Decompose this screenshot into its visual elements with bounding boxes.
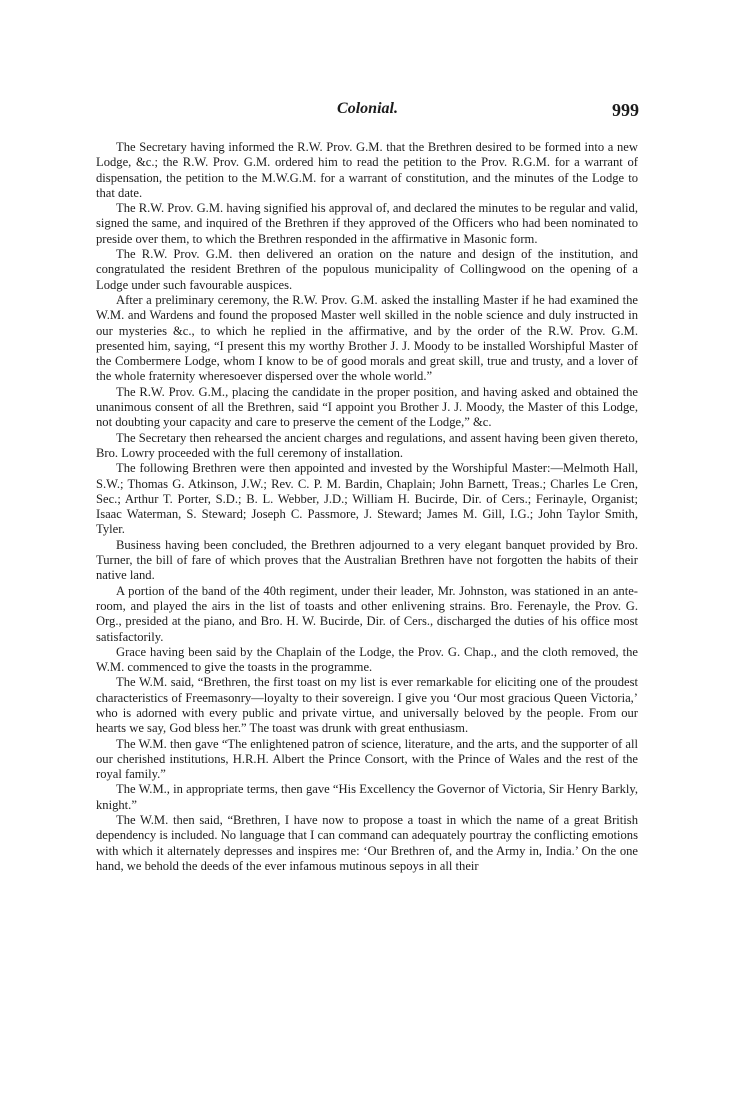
paragraph: A portion of the band of the 40th regiment, under their leader, Mr. Johnston, was stationed in an ante-room, and played the airs in the list of toasts and other enlivening strains. Bro. Ferenayle, the Prov. G. Org., presided at the piano, and Bro. H. W. Bucirde, Dir. of Cers., discharged the duties of his office most satisfactorily. [96,583,638,644]
paragraph: After a preliminary ceremony, the R.W. Prov. G.M. asked the installing Master if he had examined the W.M. and Wardens and found the proposed Master well skilled in the noble science and duly instructed in our mysteries &c., to which he replied in the affirmative, and by the order of the R.W. Prov. G.M. presented him, saying, “I present this my worthy Brother J. J. Moody to be installed Worshipful Master of the Combermere Lodge, whom I know to be of good morals and great skill, true and trusty, and a lover of the whole fraternity wheresoever dispersed over the whole world.” [96,292,638,384]
paragraph: The following Brethren were then appointed and invested by the Worshipful Master:—Melmoth Hall, S.W.; Thomas G. Atkinson, J.W.; Rev. C. P. M. Bardin, Chaplain; John Barnett, Treas.; Charles Le Cren, Sec.; Arthur T. Porter, S.D.; B. L. Webber, J.D.; William H. Bucirde, Dir. of Cers.; Ferinayle, Organist; Isaac Waterman, S. Steward; Joseph C. Passmore, J. Steward; James M. Gill, I.G.; John Taylor Smith, Tyler. [96,461,638,537]
page-header [0,100,735,124]
paragraph: The R.W. Prov. G.M. having signified his approval of, and declared the minutes to be regular and valid, signed the same, and inquired of the Brethren if they approved of the Officers who had been nominated to preside over them, to which the Brethren responded in the affirmative in Masonic form. [96,201,638,246]
paragraph: Business having been concluded, the Brethren adjourned to a very elegant banquet provided by Bro. Turner, the bill of fare of which proves that the Australian Brethren have not forgotten the habits of their native land. [96,537,638,583]
paragraph: The Secretary having informed the R.W. Prov. G.M. that the Brethren desired to be formed into a new Lodge, &c.; the R.W. Prov. G.M. ordered him to read the petition to the Prov. R.G.M. for a warrant of dispensation, the petition to the M.W.G.M. for a warrant of constitution, and the minutes of the Lodge to that date. [96,140,638,200]
paragraph: The W.M. said, “Brethren, the first toast on my list is ever remarkable for eliciting one of the proudest characteristics of Freemasonry—loyalty to their sovereign. I give you ‘Our most gracious Queen Victoria,’ who is adorned with every public and private virtue, and universally beloved by the people. From our hearts we say, God bless her.” The toast was drunk with great enthusiasm. [96,675,638,736]
paragraph: The R.W. Prov. G.M. then delivered an oration on the nature and design of the institution, and congratulated the resident Brethren of the populous municipality of Collingwood on the opening of a Lodge under such favourable auspices. [96,247,638,292]
paragraph: The W.M. then gave “The enlightened patron of science, literature, and the arts, and the supporter of all our cherished institutions, H.R.H. Albert the Prince Consort, with the Prince of Wales and the rest of the royal family.” [96,736,638,782]
running-title: Colonial. [337,100,398,117]
body-text [96,140,638,874]
paragraph: The W.M. then said, “Brethren, I have now to propose a toast in which the name of a great British dependency is included. No language that I can command can adequately pourtray the conflicting emotions with which it alternately depresses and inspires me: ‘Our Brethren of, and the Army in, India.’ On the one hand, we behold the deeds of the ever infamous mutinous sepoys in all their [96,813,638,873]
paragraph: The W.M., in appropriate terms, then gave “His Excellency the Governor of Victoria, Sir Henry Barkly, knight.” [96,782,638,812]
paragraph: The Secretary then rehearsed the ancient charges and regulations, and assent having been given thereto, Bro. Lowry proceeded with the full ceremony of installation. [96,430,638,460]
paragraph: Grace having been said by the Chaplain of the Lodge, the Prov. G. Chap., and the cloth removed, the W.M. commenced to give the toasts in the programme. [96,644,638,675]
page-number: 999 [612,100,639,120]
paragraph: The R.W. Prov. G.M., placing the candidate in the proper position, and having asked and obtained the unanimous consent of all the Brethren, said “I appoint you Brother J. J. Moody, the Master of this Lodge, not doubting your capacity and care to preserve the cement of the Lodge,” &c. [96,384,638,430]
